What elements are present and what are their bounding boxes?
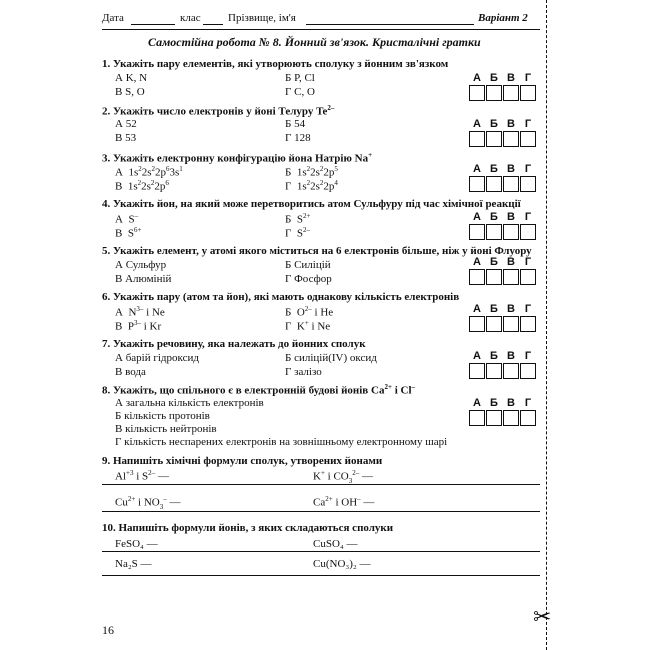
q2-text: 2. Укажіть число електронів у йоні Телуру $Te^{2-}$ (102, 104, 335, 118)
answer-box[interactable] (469, 269, 485, 285)
answer-box[interactable] (469, 131, 485, 147)
q5-answer-grid[interactable] (469, 256, 536, 285)
q3-answer-grid[interactable] (469, 163, 536, 192)
letter-c: В (507, 118, 515, 130)
q10-formula-2: CuSO₄ — (313, 538, 358, 550)
q5-option-c: В Алюміній (115, 273, 172, 285)
answer-box[interactable] (486, 85, 502, 101)
q7-option-c: В вода (115, 366, 146, 378)
letter-a: А (473, 118, 481, 130)
letter-d: Г (524, 303, 532, 315)
answer-box[interactable] (520, 363, 536, 379)
q1-option-a: А K, N (115, 72, 148, 84)
letter-d: Г (524, 397, 532, 409)
answer-box[interactable] (486, 410, 502, 426)
answer-box[interactable] (503, 131, 519, 147)
q6-answer-grid[interactable] (469, 303, 536, 332)
letter-b: Б (490, 350, 498, 362)
q8-answer-grid[interactable] (469, 397, 536, 426)
answer-box[interactable] (469, 224, 485, 240)
q1-option-c: В S, O (115, 86, 145, 98)
q2-answer-grid[interactable] (469, 118, 536, 147)
q5-option-b: Б Силіцій (285, 259, 331, 271)
date-label: Дата (102, 12, 124, 24)
letter-c: В (507, 350, 515, 362)
scissors-icon: ✂ (533, 604, 552, 629)
letter-b: Б (490, 397, 498, 409)
q9-answer-line-1[interactable] (102, 484, 540, 485)
letter-a: А (473, 163, 481, 175)
answer-box[interactable] (520, 131, 536, 147)
q8-option-d: Г кількість неспарених електронів на зовнішньому електронному шарі (115, 436, 448, 448)
answer-box[interactable] (469, 363, 485, 379)
answer-box[interactable] (486, 269, 502, 285)
q2-option-d: Г 128 (285, 132, 311, 144)
q9-pair-4: $Ca^{2+}$ і OH– — (313, 495, 375, 509)
q5-option-d: Г Фосфор (285, 273, 332, 285)
letter-d: Г (524, 72, 532, 84)
answer-box[interactable] (469, 410, 485, 426)
q10-formula-3: Na₂S — (115, 558, 152, 570)
cut-line (546, 0, 547, 650)
letter-c: В (507, 256, 515, 268)
letter-a: А (473, 350, 481, 362)
letter-a: А (473, 303, 481, 315)
q10-formula-1: FeSO₄ — (115, 538, 158, 550)
variant-label: Варіант 2 (478, 12, 528, 24)
q4-option-a: А S– (115, 212, 139, 226)
q8-option-b: Б кількість протонів (115, 410, 210, 422)
q4-option-d: Г $S^{2-}$ (285, 226, 310, 240)
class-field[interactable] (203, 12, 223, 25)
q9-pair-1: $Al^{+3}$ і $S^{2-}$ — (115, 469, 169, 483)
q3-option-b: Б $1s^22s^22p^5$ (285, 165, 338, 179)
q8-text: 8. Укажіть, що спільного є в електронній будові йонів $Ca^{2+}$ і Cl– (102, 383, 416, 397)
q10-answer-line-2[interactable] (102, 575, 540, 576)
q6-option-d: Г K+ і Ne (285, 319, 331, 333)
answer-box[interactable] (503, 176, 519, 192)
q3-option-c: В $1s^22s^22p^6$ (115, 179, 169, 193)
answer-box[interactable] (520, 224, 536, 240)
q2-option-b: Б 54 (285, 118, 306, 130)
q6-option-b: Б $O^{2-}$ і He (285, 305, 334, 319)
answer-box[interactable] (503, 316, 519, 332)
letter-a: А (473, 211, 481, 223)
letter-c: В (507, 397, 515, 409)
letter-a: А (473, 256, 481, 268)
q4-option-b: Б $S^{2+}$ (285, 212, 311, 226)
answer-box[interactable] (520, 269, 536, 285)
q3-option-a: А $1s^22s^22p^63s^1$ (115, 165, 183, 179)
answer-box[interactable] (503, 410, 519, 426)
answer-box[interactable] (520, 316, 536, 332)
letter-c: В (507, 163, 515, 175)
letter-d: Г (524, 350, 532, 362)
name-label: Прізвище, ім'я (228, 12, 296, 24)
answer-box[interactable] (486, 363, 502, 379)
q5-option-a: А Сульфур (115, 259, 167, 271)
letter-d: Г (524, 118, 532, 130)
q2-option-c: В 53 (115, 132, 137, 144)
answer-box[interactable] (486, 176, 502, 192)
q7-answer-grid[interactable] (469, 350, 536, 379)
letter-d: Г (524, 211, 532, 223)
answer-box[interactable] (503, 85, 519, 101)
q1-option-b: Б P, Cl (285, 72, 315, 84)
q5-text: 5. Укажіть елемент, у атомі якого міститься на 6 електронів більше, ніж у йоні Флуору (102, 245, 532, 257)
q4-text: 4. Укажіть йон, на який може перетворитись атом Сульфуру під час хімічної реакції (102, 198, 521, 210)
q9-text: 9. Напишіть хімічні формули сполук, утворених йонами (102, 455, 383, 467)
letter-d: Г (524, 163, 532, 175)
q10-text: 10. Напишіть формули йонів, з яких складаються сполуки (102, 522, 394, 534)
letter-c: В (507, 303, 515, 315)
q7-text: 7. Укажіть речовину, яка належать до йонних сполук (102, 338, 366, 350)
answer-box[interactable] (469, 85, 485, 101)
answer-box[interactable] (486, 316, 502, 332)
answer-box[interactable] (469, 176, 485, 192)
class-label: клас (180, 12, 201, 24)
answer-box[interactable] (520, 176, 536, 192)
q2-option-a: А 52 (115, 118, 137, 130)
letter-b: Б (490, 256, 498, 268)
q1-answer-grid[interactable] (469, 72, 536, 101)
q9-pair-3: $Cu^{2+}$ і $NO_3^-$ — (115, 495, 181, 511)
answer-box[interactable] (503, 224, 519, 240)
letter-c: В (507, 211, 515, 223)
answer-box[interactable] (520, 410, 536, 426)
q4-answer-grid[interactable] (469, 211, 536, 240)
letter-d: Г (524, 256, 532, 268)
q10-answer-line-1[interactable] (102, 551, 540, 552)
q3-option-d: Г $1s^22s^22p^4$ (285, 179, 338, 193)
q1-option-d: Г C, O (285, 86, 315, 98)
q7-option-a: А барій гідроксид (115, 352, 199, 364)
q7-option-b: Б силіцій(IV) оксид (285, 352, 377, 364)
letter-b: Б (490, 303, 498, 315)
q10-formula-4: Cu(NO₃)₂ — (313, 558, 371, 570)
answer-box[interactable] (486, 131, 502, 147)
q8-option-a: А загальна кількість електронів (115, 397, 264, 409)
header-rule (102, 29, 540, 30)
page-number: 16 (102, 623, 114, 637)
name-field[interactable] (306, 12, 474, 25)
letter-b: Б (490, 211, 498, 223)
q6-option-c: В $P^{3-}$ і Kr (115, 319, 162, 333)
letter-a: А (473, 72, 481, 84)
letter-c: В (507, 72, 515, 84)
q7-option-d: Г залізо (285, 366, 322, 378)
answer-box[interactable] (469, 316, 485, 332)
letter-b: Б (490, 163, 498, 175)
q4-option-c: В $S^{6+}$ (115, 226, 142, 240)
q6-option-a: А $N^{3-}$ і Ne (115, 305, 165, 319)
q9-pair-2: K+ і $CO_3^{2-}$ — (313, 469, 373, 485)
q8-option-c: В кількість нейтронів (115, 423, 217, 435)
q9-answer-line-2[interactable] (102, 511, 540, 512)
page-title: Самостійна робота № 8. Йонний зв'язок. Кристалічні гратки (148, 35, 481, 49)
letter-b: Б (490, 118, 498, 130)
q3-text: 3. Укажіть електронну конфігурацію йона Натрію Na+ (102, 151, 373, 165)
answer-box[interactable] (503, 269, 519, 285)
letter-b: Б (490, 72, 498, 84)
letter-a: А (473, 397, 481, 409)
q6-text: 6. Укажіть пару (атом та йон), які мають однакову кількість електронів (102, 291, 460, 303)
answer-box[interactable] (503, 363, 519, 379)
answer-box[interactable] (520, 85, 536, 101)
answer-box[interactable] (486, 224, 502, 240)
q1-text: 1. Укажіть пару елементів, які утворюють сполуку з йонним зв'язком (102, 58, 449, 70)
date-field[interactable] (131, 12, 175, 25)
